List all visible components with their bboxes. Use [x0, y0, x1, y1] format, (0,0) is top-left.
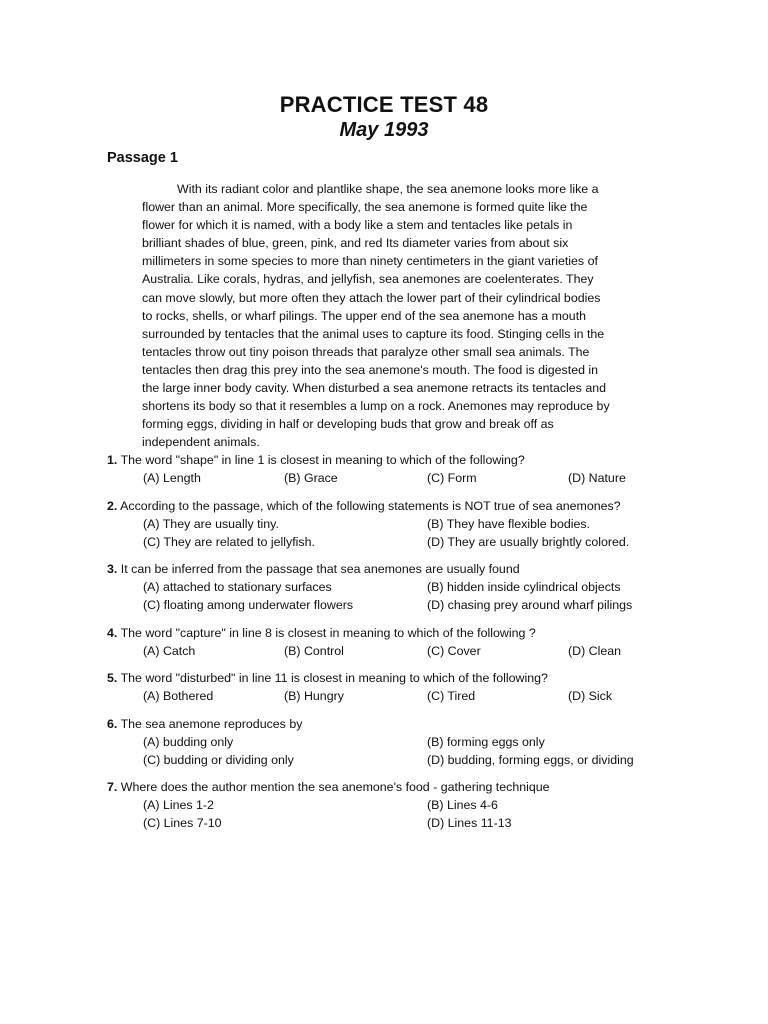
question-number: 5. [107, 671, 118, 685]
passage-body [142, 180, 612, 451]
question-stem [107, 669, 667, 687]
question-stem [107, 624, 667, 642]
option-d: (D) chasing prey around wharf pilings [427, 598, 633, 612]
option-c: (C) floating among underwater flowers [143, 598, 354, 612]
option-row [143, 687, 667, 705]
question-3 [107, 560, 667, 614]
option-c: (C) Form [427, 471, 477, 485]
option-a: (A) Length [143, 471, 201, 485]
option-b: (B) forming eggs only [427, 734, 545, 749]
option-a: (A) budding only [143, 734, 234, 749]
question-text: According to the passage, which of the following statements is NOT true of sea anemones? [120, 498, 621, 513]
option-b: (B) Control [284, 643, 344, 658]
question-6 [107, 715, 667, 769]
page-title: PRACTICE TEST 48 [279, 92, 489, 117]
question-7 [107, 778, 667, 832]
question-number: 2. [107, 498, 118, 513]
option-b: (B) hidden inside cylindrical objects [427, 580, 621, 594]
option-a: (A) Lines 1-2 [143, 798, 214, 812]
option-row [143, 751, 667, 769]
option-row [143, 814, 667, 832]
question-list [107, 451, 667, 842]
question-text: The word "disturbed" in line 11 is closest in meaning to which of the following? [120, 671, 548, 685]
question-number: 7. [107, 780, 118, 794]
option-a: (A) They are usually tiny. [143, 516, 279, 531]
option-c: (C) budding or dividing only [143, 752, 294, 767]
option-d: (D) Clean [568, 643, 622, 658]
option-d: (D) They are usually brightly colored. [427, 534, 630, 549]
option-row [143, 596, 667, 614]
option-d: (D) budding, forming eggs, or dividing [427, 752, 634, 767]
question-stem [107, 778, 667, 796]
option-row [143, 469, 667, 487]
question-5 [107, 669, 667, 705]
option-row [143, 533, 667, 551]
option-b: (B) Hungry [284, 689, 344, 703]
option-row [143, 515, 667, 533]
question-number: 4. [107, 625, 118, 640]
passage-text: With its radiant color and plantlike shape, the sea anemone looks more like a flower than an animal. More specifically, the sea anemone is formed quite like the flower for which it is named, with a body like a stem and tentacles like petals in brilliant shades of blue, green, pink, and red Its diameter varies from about six millimeters in some species to more than ninety centimeters in the giant varieties of Australia. Like corals, hydras, and jellyfish, sea anemones are coelenterates. They can move slowly, but more often they attach the lower part of their cylindrical bodies to rocks, shells, or wharf pilings. The upper end of the sea anemone has a mouth surrounded by tentacles that the animal uses to capture its food. Stinging cells in the tentacles throw out tiny poison threads that paralyze other small sea animals. The tentacles then drag this prey into the sea anemone's mouth. The food is digested in the large inner body cavity. When disturbed a sea anemone retracts its tentacles and shortens its body so that it resembles a lump on a rock. Anemones may reproduce by forming eggs, dividing in half or developing buds that grow and break off as independent animals. [142, 182, 610, 450]
question-4 [107, 624, 667, 660]
question-text: It can be inferred from the passage that sea anemones are usually found [120, 562, 520, 576]
question-number: 3. [107, 562, 118, 576]
option-b: (B) Grace [284, 471, 338, 485]
option-a: (A) attached to stationary surfaces [143, 580, 332, 594]
option-d: (D) Sick [568, 689, 613, 703]
option-row [143, 796, 667, 814]
question-stem [107, 497, 667, 515]
question-stem [107, 560, 667, 578]
option-row [143, 578, 667, 596]
option-row [143, 733, 667, 751]
option-c: (C) Cover [427, 643, 481, 658]
question-2 [107, 497, 667, 551]
option-d: (D) Lines 11-13 [427, 816, 512, 830]
passage-label: Passage 1 [107, 150, 178, 166]
question-text: The word "shape" in line 1 is closest in meaning to which of the following? [120, 453, 525, 467]
question-1 [107, 451, 667, 487]
option-d: (D) Nature [568, 471, 626, 485]
question-number: 1. [107, 453, 118, 467]
question-stem [107, 451, 667, 469]
option-b: (B) They have flexible bodies. [427, 516, 591, 531]
page-subtitle: May 1993 [339, 119, 429, 141]
question-text: The word "capture" in line 8 is closest in meaning to which of the following ? [120, 625, 536, 640]
question-number: 6. [107, 716, 118, 731]
option-b: (B) Lines 4-6 [427, 798, 498, 812]
question-text: The sea anemone reproduces by [120, 716, 303, 731]
question-stem [107, 715, 667, 733]
option-c: (C) Tired [427, 689, 476, 703]
option-a: (A) Catch [143, 643, 196, 658]
option-a: (A) Bothered [143, 689, 214, 703]
option-row [143, 642, 667, 660]
question-text: Where does the author mention the sea anemone's food - gathering technique [120, 780, 550, 794]
option-c: (C) They are related to jellyfish. [143, 534, 315, 549]
option-c: (C) Lines 7-10 [143, 816, 222, 830]
